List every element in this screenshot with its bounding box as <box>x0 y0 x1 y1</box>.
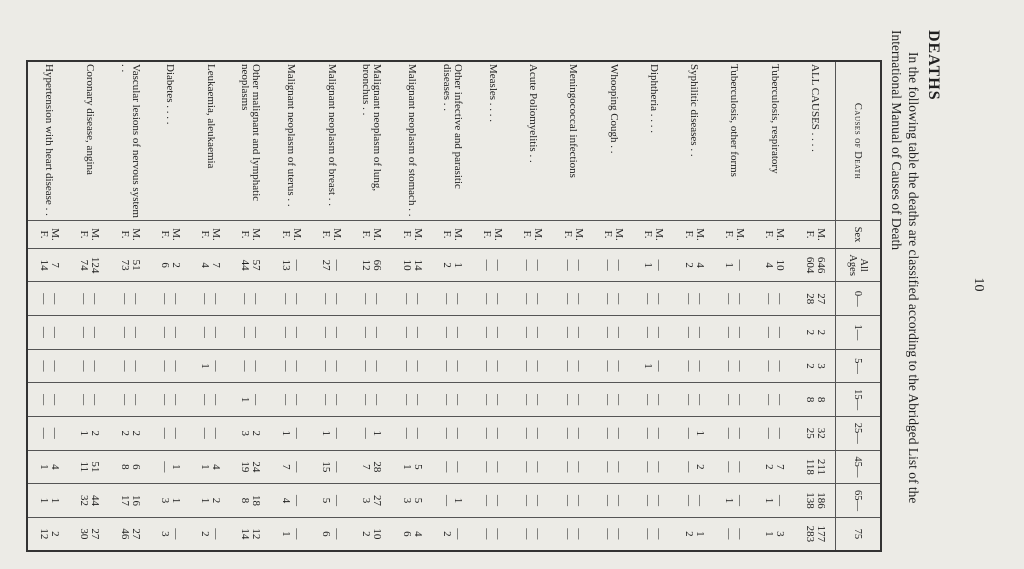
death-count-cell: 24 19 <box>230 450 270 484</box>
death-count-cell: — — <box>27 316 69 350</box>
death-count-cell: — — <box>754 316 794 350</box>
death-count-cell: 4 6 <box>391 517 431 551</box>
table-row <box>27 61 69 551</box>
death-count-cell: — — <box>69 349 109 383</box>
death-count-cell: 1 — <box>351 416 391 450</box>
death-count-cell: — 7 <box>271 450 311 484</box>
column-header: 45— <box>836 450 882 484</box>
intro-paragraph: In the following table the deaths are classified according to the Abridged List of the International Manual of Causes of Death <box>889 30 921 504</box>
cause-of-death-cell: Malignant neoplasm of lung, bronchus . . <box>351 61 391 221</box>
table-row <box>69 61 109 551</box>
table-row <box>714 61 754 551</box>
section-heading: DEATHS <box>925 30 942 101</box>
death-count-cell: — — <box>673 282 713 316</box>
table-row <box>553 61 593 551</box>
death-count-cell: — 1 <box>714 248 754 282</box>
death-count-cell: 51 11 <box>69 450 109 484</box>
sex-cell: M. F. <box>553 221 593 249</box>
column-header: All Ages <box>836 248 882 282</box>
death-count-cell: — — <box>150 349 190 383</box>
death-count-cell: — — <box>673 383 713 417</box>
column-header: 5— <box>836 349 882 383</box>
death-count-cell: 44 32 <box>69 484 109 518</box>
death-count-cell: — 27 <box>311 248 351 282</box>
cause-of-death-cell: Malignant neoplasm of breast . . <box>311 61 351 221</box>
death-count-cell: — — <box>512 282 552 316</box>
death-count-cell: — — <box>754 282 794 316</box>
cause-of-death-cell: Syphilitic diseases . . <box>673 61 713 221</box>
death-count-cell: — — <box>110 383 150 417</box>
death-count-cell: — 6 <box>311 517 351 551</box>
death-count-cell: — — <box>593 484 633 518</box>
death-count-cell: 2 3 <box>230 416 270 450</box>
table-row <box>391 61 431 551</box>
death-count-cell: — 1 <box>271 416 311 450</box>
cause-of-death-cell: Diphtheria . . . . <box>633 61 673 221</box>
death-count-cell: — — <box>271 282 311 316</box>
table-row <box>472 61 512 551</box>
death-count-cell: — — <box>27 383 69 417</box>
death-count-cell: — — <box>190 416 230 450</box>
cause-of-death-cell: Tuberculosis, other forms <box>714 61 754 221</box>
death-count-cell: — — <box>391 416 431 450</box>
table-row <box>190 61 230 551</box>
death-count-cell: — — <box>230 349 270 383</box>
death-count-cell: — 1 <box>311 416 351 450</box>
death-count-cell: — — <box>230 282 270 316</box>
column-header: 15— <box>836 383 882 417</box>
death-count-cell: — — <box>512 517 552 551</box>
death-count-cell: — — <box>190 383 230 417</box>
death-count-cell: — — <box>714 416 754 450</box>
death-count-cell: — — <box>432 416 472 450</box>
death-count-cell: — — <box>472 282 512 316</box>
death-count-cell: — — <box>311 282 351 316</box>
death-count-cell: 27 3 <box>351 484 391 518</box>
death-count-cell: 1 — <box>673 416 713 450</box>
cause-of-death-cell: Acute Poliomyelitis . . <box>512 61 552 221</box>
death-count-cell: 2 6 <box>150 248 190 282</box>
death-count-cell: — — <box>230 316 270 350</box>
death-count-cell: — — <box>432 383 472 417</box>
death-count-cell: — — <box>754 349 794 383</box>
table-row <box>633 61 673 551</box>
death-count-cell: 7 14 <box>27 248 69 282</box>
cause-of-death-cell: Whooping Cough . . <box>593 61 633 221</box>
death-count-cell: 177 283 <box>794 517 835 551</box>
sex-cell: M. F. <box>230 221 270 249</box>
death-count-cell: — — <box>553 450 593 484</box>
death-count-cell: 32 25 <box>794 416 835 450</box>
death-count-cell: — — <box>553 517 593 551</box>
death-count-cell: — 1 <box>271 517 311 551</box>
death-count-cell: — — <box>593 450 633 484</box>
death-count-cell: — — <box>633 416 673 450</box>
cause-of-death-cell: Coronary disease, angina <box>69 61 109 221</box>
table-row <box>512 61 552 551</box>
column-header: Sex <box>836 221 882 249</box>
death-count-cell: — — <box>593 282 633 316</box>
death-count-cell: — 1 <box>754 484 794 518</box>
death-count-cell: 7 2 <box>754 450 794 484</box>
death-count-cell: — 2 <box>432 517 472 551</box>
death-count-cell: — — <box>512 316 552 350</box>
death-count-cell: — — <box>432 349 472 383</box>
death-count-cell: — — <box>391 349 431 383</box>
sex-cell: M. F. <box>27 221 69 249</box>
death-count-cell: 57 44 <box>230 248 270 282</box>
column-header: 75 <box>836 517 882 551</box>
death-count-cell: 16 17 <box>110 484 150 518</box>
death-count-cell: — — <box>512 450 552 484</box>
death-count-cell: — 1 <box>714 484 754 518</box>
death-count-cell: — — <box>351 282 391 316</box>
death-count-cell: — — <box>673 349 713 383</box>
death-count-cell: — — <box>593 316 633 350</box>
death-count-cell: — — <box>553 248 593 282</box>
table-row <box>754 61 794 551</box>
sex-cell: M. F. <box>673 221 713 249</box>
cause-of-death-cell: Tuberculosis, respiratory <box>754 61 794 221</box>
cause-of-death-cell: Diabetes . . . . <box>150 61 190 221</box>
sex-cell: M. F. <box>714 221 754 249</box>
death-count-cell: 18 8 <box>230 484 270 518</box>
death-count-cell: — — <box>69 282 109 316</box>
death-count-cell: — — <box>593 383 633 417</box>
table-row <box>230 61 270 551</box>
sex-cell: M. F. <box>391 221 431 249</box>
cause-of-death-cell: Other malignant and lymphatic neoplasms <box>230 61 270 221</box>
death-count-cell: — — <box>553 316 593 350</box>
death-count-cell: — — <box>110 316 150 350</box>
death-count-cell: — — <box>472 517 512 551</box>
death-count-cell: — — <box>714 349 754 383</box>
column-header: 25— <box>836 416 882 450</box>
death-count-cell: — — <box>432 450 472 484</box>
death-count-cell: — — <box>512 484 552 518</box>
death-count-cell: — — <box>150 282 190 316</box>
death-count-cell: — — <box>633 517 673 551</box>
death-count-cell: — 1 <box>230 383 270 417</box>
sex-cell: M. F. <box>69 221 109 249</box>
death-count-cell: 2 — <box>673 450 713 484</box>
death-count-cell: — — <box>110 349 150 383</box>
death-count-cell: — — <box>512 248 552 282</box>
death-count-cell: — 5 <box>311 484 351 518</box>
cause-of-death-cell: Hypertension with heart disease . . <box>27 61 69 221</box>
death-count-cell: — — <box>633 282 673 316</box>
death-count-cell: — — <box>553 383 593 417</box>
death-count-cell: — — <box>714 383 754 417</box>
death-count-cell: — — <box>553 484 593 518</box>
death-count-cell: — — <box>432 316 472 350</box>
death-count-cell: 1 3 <box>150 484 190 518</box>
death-count-cell: — — <box>190 316 230 350</box>
cause-of-death-cell: Malignant neoplasm of stomach . . <box>391 61 431 221</box>
death-count-cell: — — <box>553 349 593 383</box>
death-count-cell: — — <box>391 383 431 417</box>
death-count-cell: — — <box>351 349 391 383</box>
cause-of-death-cell: Other infective and parasitic diseases . . <box>432 61 472 221</box>
column-header: 0— <box>836 282 882 316</box>
death-count-cell: 1 2 <box>432 248 472 282</box>
death-count-cell: — — <box>593 517 633 551</box>
death-count-cell: 2 2 <box>110 416 150 450</box>
death-count-cell: 1 — <box>432 484 472 518</box>
death-count-cell: — — <box>391 282 431 316</box>
death-count-cell: — 13 <box>271 248 311 282</box>
death-count-cell: 1 2 <box>673 517 713 551</box>
death-count-cell: 2 1 <box>69 416 109 450</box>
death-count-cell: 27 28 <box>794 282 835 316</box>
table-row <box>673 61 713 551</box>
death-count-cell: 27 30 <box>69 517 109 551</box>
death-count-cell: — — <box>472 349 512 383</box>
death-count-cell: — — <box>714 450 754 484</box>
sex-cell: M. F. <box>150 221 190 249</box>
death-count-cell: — — <box>271 349 311 383</box>
death-count-cell: 4 1 <box>27 450 69 484</box>
death-count-cell: — 3 <box>150 517 190 551</box>
death-count-cell: — — <box>553 282 593 316</box>
death-count-cell: — — <box>311 349 351 383</box>
table-row <box>150 61 190 551</box>
death-count-cell: — — <box>150 416 190 450</box>
death-count-cell: 2 2 <box>794 316 835 350</box>
death-count-cell: 28 7 <box>351 450 391 484</box>
sex-cell: M. F. <box>311 221 351 249</box>
sex-cell: M. F. <box>593 221 633 249</box>
table-row <box>110 61 150 551</box>
death-count-cell: — — <box>27 349 69 383</box>
death-count-cell: — — <box>150 316 190 350</box>
death-count-cell: — 1 <box>190 349 230 383</box>
death-count-cell: — — <box>754 383 794 417</box>
death-count-cell: — — <box>271 383 311 417</box>
cause-of-death-cell: Meningococcal infections <box>553 61 593 221</box>
deaths-table <box>26 60 882 552</box>
death-count-cell: — — <box>27 416 69 450</box>
sex-cell: M. F. <box>472 221 512 249</box>
table-row <box>794 61 835 551</box>
death-count-cell: 10 4 <box>754 248 794 282</box>
cause-of-death-cell: Malignant neoplasm of uterus . . <box>271 61 311 221</box>
death-count-cell: — 4 <box>271 484 311 518</box>
sex-cell: M. F. <box>351 221 391 249</box>
death-count-cell: — — <box>351 316 391 350</box>
death-count-cell: — — <box>472 248 512 282</box>
death-count-cell: — — <box>633 450 673 484</box>
death-count-cell: — — <box>633 316 673 350</box>
death-count-cell: 5 1 <box>391 450 431 484</box>
sex-cell: M. F. <box>432 221 472 249</box>
death-count-cell: — — <box>271 316 311 350</box>
column-header: 65— <box>836 484 882 518</box>
table-row <box>593 61 633 551</box>
death-count-cell: — 15 <box>311 450 351 484</box>
sex-cell: M. F. <box>794 221 835 249</box>
death-count-cell: 646 604 <box>794 248 835 282</box>
death-count-cell: 124 74 <box>69 248 109 282</box>
death-count-cell: 1 1 <box>27 484 69 518</box>
death-count-cell: — — <box>472 450 512 484</box>
death-count-cell: — — <box>593 248 633 282</box>
death-count-cell: 66 12 <box>351 248 391 282</box>
sex-cell: M. F. <box>512 221 552 249</box>
death-count-cell: 4 2 <box>673 248 713 282</box>
table-row <box>432 61 472 551</box>
death-count-cell: — — <box>472 416 512 450</box>
death-count-cell: 2 1 <box>190 484 230 518</box>
death-count-cell: 12 14 <box>230 517 270 551</box>
death-count-cell: 2 12 <box>27 517 69 551</box>
death-count-cell: — — <box>633 484 673 518</box>
death-count-cell: — — <box>472 316 512 350</box>
cause-of-death-cell: Leukaemia, aleukaemia <box>190 61 230 221</box>
death-count-cell: — — <box>593 349 633 383</box>
death-count-cell: — — <box>714 282 754 316</box>
death-count-cell: — — <box>391 316 431 350</box>
table-row <box>271 61 311 551</box>
header-row <box>836 61 882 551</box>
death-count-cell: — — <box>311 316 351 350</box>
sex-cell: M. F. <box>754 221 794 249</box>
death-count-cell: — — <box>472 383 512 417</box>
death-count-cell: — — <box>110 282 150 316</box>
column-header: Causes of Death <box>836 61 882 221</box>
death-count-cell: — 2 <box>190 517 230 551</box>
death-count-cell: — — <box>673 484 713 518</box>
death-count-cell: 4 1 <box>190 450 230 484</box>
death-count-cell: 51 73 <box>110 248 150 282</box>
death-count-cell: — — <box>432 282 472 316</box>
cause-of-death-cell: Measles . . . . <box>472 61 512 221</box>
death-count-cell: 7 4 <box>190 248 230 282</box>
death-count-cell: — — <box>512 416 552 450</box>
death-count-cell: 10 2 <box>351 517 391 551</box>
cause-of-death-cell: ALL CAUSES . . . . <box>794 61 835 221</box>
death-count-cell: 186 138 <box>794 484 835 518</box>
death-count-cell: — — <box>27 282 69 316</box>
death-count-cell: — — <box>754 416 794 450</box>
table-body <box>27 61 836 551</box>
death-count-cell: — — <box>512 383 552 417</box>
death-count-cell: — — <box>633 383 673 417</box>
death-count-cell: 3 2 <box>794 349 835 383</box>
death-count-cell: — — <box>311 383 351 417</box>
death-count-cell: — — <box>512 349 552 383</box>
death-count-cell: 3 1 <box>754 517 794 551</box>
sex-cell: M. F. <box>190 221 230 249</box>
death-count-cell: — — <box>714 517 754 551</box>
death-count-cell: — — <box>190 282 230 316</box>
death-count-cell: 1 — <box>150 450 190 484</box>
death-count-cell: 6 8 <box>110 450 150 484</box>
death-count-cell: — — <box>69 316 109 350</box>
death-count-cell: — — <box>69 383 109 417</box>
sex-cell: M. F. <box>110 221 150 249</box>
death-count-cell: 5 3 <box>391 484 431 518</box>
death-count-cell: — — <box>351 383 391 417</box>
death-count-cell: — 1 <box>633 349 673 383</box>
death-count-cell: — — <box>593 416 633 450</box>
death-count-cell: — 1 <box>633 248 673 282</box>
death-count-cell: 27 46 <box>110 517 150 551</box>
column-header: 1— <box>836 316 882 350</box>
death-count-cell: 14 10 <box>391 248 431 282</box>
death-count-cell: — — <box>673 316 713 350</box>
sex-cell: M. F. <box>633 221 673 249</box>
death-count-cell: — — <box>150 383 190 417</box>
death-count-cell: 8 8 <box>794 383 835 417</box>
table-row <box>311 61 351 551</box>
table-row <box>351 61 391 551</box>
death-count-cell: — — <box>553 416 593 450</box>
death-count-cell: 211 118 <box>794 450 835 484</box>
sex-cell: M. F. <box>271 221 311 249</box>
cause-of-death-cell: Vascular lesions of nervous system . . <box>110 61 150 221</box>
death-count-cell: — — <box>714 316 754 350</box>
death-count-cell: — — <box>472 484 512 518</box>
page-number: 10 <box>971 277 986 292</box>
